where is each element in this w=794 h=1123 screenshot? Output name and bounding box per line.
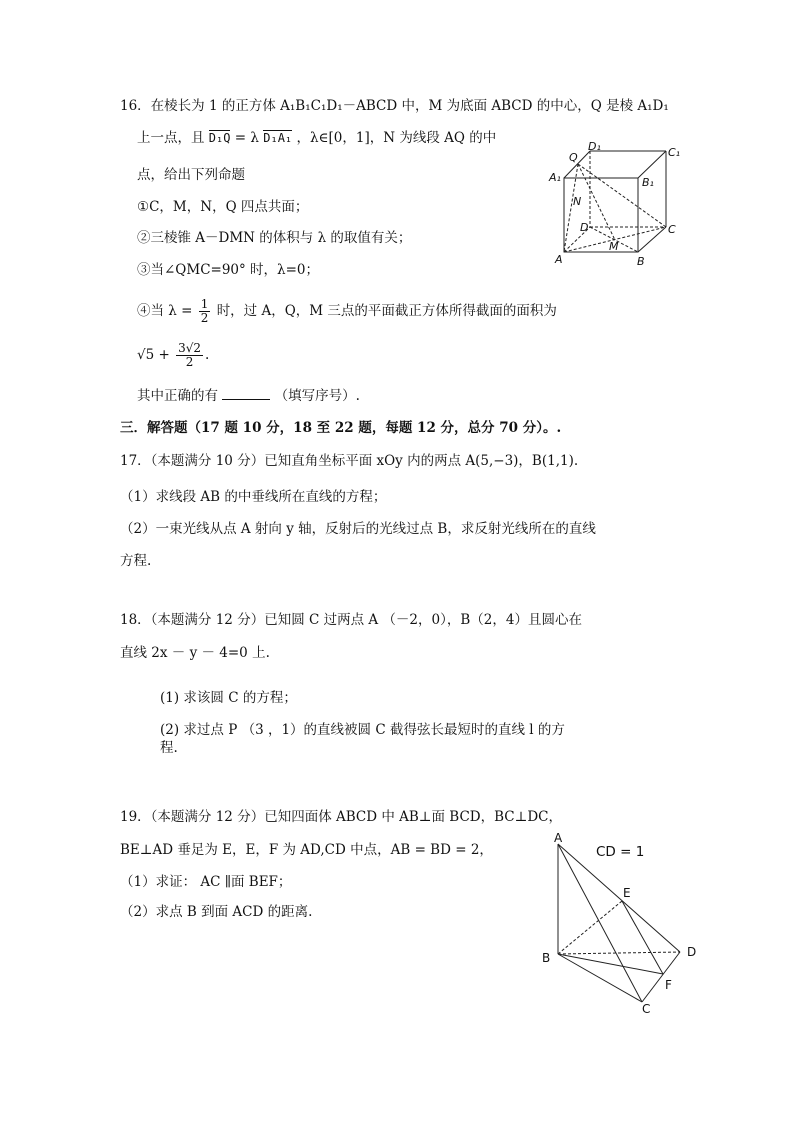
q16-line2 bbox=[137, 129, 496, 147]
label-a1: A₁ bbox=[549, 171, 561, 184]
tetrahedron-figure bbox=[540, 830, 700, 1020]
q19-part1: （1）求证： AC ∥面 BEF； bbox=[120, 874, 292, 890]
q16-line3: 点，给出下列命题 bbox=[137, 167, 245, 183]
q17-part2-cont: 方程. bbox=[120, 553, 152, 569]
vector-d1q: D₁Q bbox=[208, 131, 231, 145]
q16-item4-b: 时，过 A，Q，M 三点的平面截正方体所得截面的面积为 bbox=[216, 303, 557, 319]
q19-cd: CD = 1 bbox=[596, 844, 645, 860]
label-tet-a: A bbox=[554, 831, 563, 845]
answer-prompt: 其中正确的有 bbox=[137, 388, 218, 404]
area-sqrt5: √5 + bbox=[137, 347, 170, 363]
q19-line1: 19．（本题满分 12 分）已知四面体 ABCD 中 AB⊥面 BCD，BC⊥DC， bbox=[120, 809, 562, 825]
label-d: D bbox=[580, 221, 589, 234]
label-d1: D₁ bbox=[588, 140, 601, 153]
q16-item4-a: ④当 λ = bbox=[137, 303, 193, 319]
q16-line2-c: ，λ∈[0，1]，N 为线段 AQ 的中 bbox=[296, 130, 497, 146]
q19-part2: （2）求点 B 到面 ACD 的距离. bbox=[120, 904, 313, 920]
answer-hint: （填写序号）. bbox=[274, 388, 360, 404]
q17-line1: 17．（本题满分 10 分）已知直角坐标平面 xOy 内的两点 A(5,−3)，B(1,1). bbox=[120, 453, 579, 469]
label-a: A bbox=[555, 253, 563, 266]
label-tet-d: D bbox=[687, 945, 697, 959]
answer-blank bbox=[222, 387, 270, 400]
q18-part2-cont: 程. bbox=[160, 740, 178, 756]
q16-area: √5 + $\frac{3√2}{2}$ . bbox=[137, 341, 210, 369]
label-m: M bbox=[609, 240, 619, 253]
q18-part2: (2) 求过点 P （3 ，1）的直线被圆 C 截得弦长最短时的直线 l 的方 bbox=[160, 722, 565, 738]
q18-line1: 18．（本题满分 12 分）已知圆 C 过两点 A （－2，0），B（2，4）且圆心在 bbox=[120, 612, 582, 628]
q16-item4 bbox=[137, 296, 557, 326]
q17-part2: （2）一束光线从点 A 射向 y 轴，反射后的光线过点 B，求反射光线所在的直线 bbox=[120, 521, 596, 537]
q16-item1: ①C，M，N，Q 四点共面； bbox=[137, 199, 309, 215]
q17-part1: （1）求线段 AB 的中垂线所在直线的方程； bbox=[120, 489, 387, 505]
q16-line2-b: = λ bbox=[234, 130, 259, 146]
q16-item3: ③当∠QMC=90° 时，λ=0； bbox=[137, 262, 320, 278]
label-tet-e: E bbox=[623, 886, 631, 900]
label-b1: B₁ bbox=[642, 176, 654, 189]
label-b: B bbox=[637, 255, 645, 268]
label-tet-b: B bbox=[542, 951, 551, 965]
label-q: Q bbox=[569, 151, 578, 164]
q16-line1: 16．在棱长为 1 的正方体 A₁B₁C₁D₁－ABCD 中，M 为底面 ABCD 的中心，Q 是棱 A₁D₁ bbox=[120, 98, 669, 114]
label-c: C bbox=[668, 223, 676, 236]
q16-answer bbox=[137, 387, 360, 405]
q18-part1: (1) 求该圆 C 的方程； bbox=[160, 690, 297, 706]
q16-item2: ②三棱锥 A－DMN 的体积与 λ 的取值有关； bbox=[137, 230, 412, 246]
q19-line2: BE⊥AD 垂足为 E，E，F 为 AD,CD 中点，AB = BD = 2， bbox=[120, 842, 493, 858]
label-n: N bbox=[573, 195, 582, 208]
label-tet-c: C bbox=[642, 1002, 651, 1016]
q16-line2-a: 上一点，且 bbox=[137, 130, 205, 146]
label-c1: C₁ bbox=[668, 146, 681, 159]
fraction-half: $\frac{1}{2}$ bbox=[200, 297, 209, 325]
fraction-area: $\frac{3√2}{2}$ bbox=[178, 341, 202, 369]
section-heading: 三．解答题（17 题 10 分，18 至 22 题，每题 12 分，总分 70 分）。. bbox=[120, 420, 562, 436]
label-tet-f: F bbox=[665, 978, 672, 992]
vector-d1a1: D₁A₁ bbox=[263, 131, 293, 145]
q18-line2: 直线 2x － y － 4=0 上. bbox=[120, 645, 270, 661]
